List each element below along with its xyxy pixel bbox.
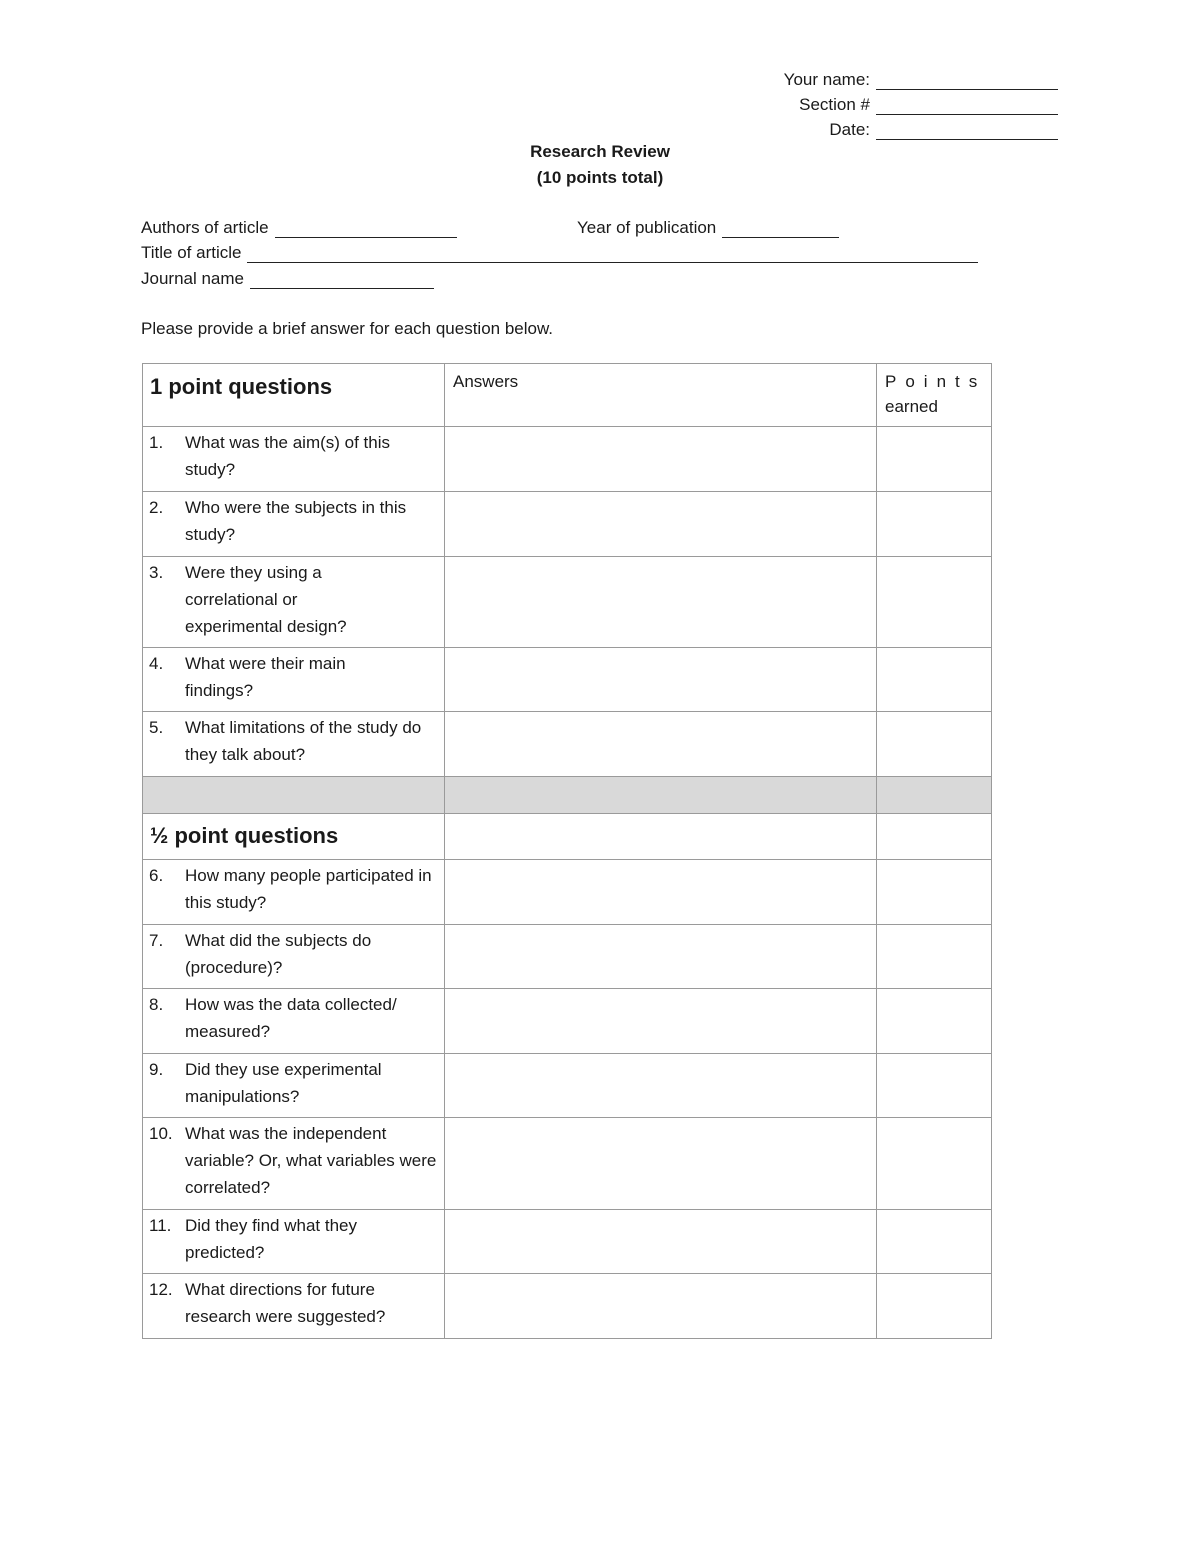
question-cell — [143, 1118, 445, 1210]
points-cell[interactable] — [877, 1210, 992, 1274]
authors-row — [141, 218, 457, 238]
points-cell[interactable] — [877, 860, 992, 925]
points-cell[interactable] — [877, 712, 992, 777]
article-title-row — [141, 243, 978, 263]
question-number: 6. — [149, 866, 164, 885]
your-name-field[interactable] — [876, 73, 1058, 90]
question-number: 4. — [149, 654, 164, 673]
year-field[interactable] — [722, 221, 839, 238]
table-row — [143, 1210, 992, 1274]
authors-label: Authors of article — [141, 218, 269, 237]
section-field[interactable] — [876, 98, 1058, 115]
table-row — [143, 1118, 992, 1210]
page-subtitle: (10 points total) — [536, 168, 664, 187]
answer-cell[interactable] — [445, 1118, 877, 1210]
journal-field[interactable] — [250, 272, 434, 289]
question-text: What was the independent variable? Or, what variables were correlated? — [185, 1124, 437, 1197]
answer-cell[interactable] — [445, 712, 877, 777]
points-heading-line2: earned — [885, 397, 938, 416]
answer-cell[interactable] — [445, 427, 877, 492]
journal-label: Journal name — [141, 269, 245, 288]
answer-cell[interactable] — [445, 557, 877, 648]
table-row — [143, 712, 992, 777]
journal-row — [141, 269, 434, 289]
answer-cell — [445, 814, 877, 860]
points-cell[interactable] — [877, 1118, 992, 1210]
year-row — [577, 218, 839, 238]
date-field[interactable] — [876, 123, 1058, 140]
table-header-row — [143, 364, 992, 427]
table-row — [143, 925, 992, 989]
points-cell[interactable] — [877, 989, 992, 1054]
points-cell — [877, 814, 992, 860]
separator-cell — [877, 777, 992, 814]
points-cell[interactable] — [877, 648, 992, 712]
question-number: 1. — [149, 433, 164, 452]
article-title-label: Title of article — [141, 243, 242, 262]
question-number: 10. — [149, 1124, 173, 1143]
question-cell — [143, 989, 445, 1054]
points-cell[interactable] — [877, 427, 992, 492]
question-cell — [143, 427, 445, 492]
question-number: 9. — [149, 1060, 164, 1079]
table-row — [143, 860, 992, 925]
question-number: 11. — [149, 1216, 172, 1235]
article-title-field[interactable] — [247, 246, 978, 263]
question-cell — [143, 557, 445, 648]
points-cell[interactable] — [877, 557, 992, 648]
answer-cell[interactable] — [445, 925, 877, 989]
question-cell — [143, 1210, 445, 1274]
date-label: Date: — [829, 120, 870, 139]
date-row — [720, 120, 1058, 140]
answer-cell[interactable] — [445, 989, 877, 1054]
points-cell[interactable] — [877, 1274, 992, 1339]
question-number: 3. — [149, 563, 164, 582]
question-text: How many people participated in this study? — [185, 866, 432, 912]
points-cell[interactable] — [877, 925, 992, 989]
question-number: 12. — [149, 1280, 173, 1299]
points-cell[interactable] — [877, 1054, 992, 1118]
points-heading-cell — [877, 364, 992, 427]
question-number: 5. — [149, 718, 164, 737]
question-text: Were they using a correlational or experimental design? — [185, 563, 347, 636]
question-cell — [143, 492, 445, 557]
page-title: Research Review — [530, 142, 670, 161]
question-cell — [143, 1054, 445, 1118]
table-row — [143, 427, 992, 492]
question-number: 7. — [149, 931, 164, 950]
your-name-label: Your name: — [783, 70, 870, 89]
question-text: What limitations of the study do they talk about? — [185, 718, 422, 764]
question-cell — [143, 712, 445, 777]
answer-cell[interactable] — [445, 648, 877, 712]
question-number: 2. — [149, 498, 164, 517]
authors-field[interactable] — [275, 221, 457, 238]
separator-row — [143, 777, 992, 814]
year-label: Year of publication — [577, 218, 717, 237]
question-cell — [143, 648, 445, 712]
one-point-heading: 1 point questions — [150, 374, 333, 399]
table-row — [143, 648, 992, 712]
answer-cell[interactable] — [445, 860, 877, 925]
question-text: Who were the subjects in this study? — [185, 498, 407, 544]
table-row — [143, 557, 992, 648]
table-row — [143, 989, 992, 1054]
table-row — [143, 492, 992, 557]
points-cell[interactable] — [877, 492, 992, 557]
question-text: How was the data collected/ measured? — [185, 995, 397, 1041]
half-point-heading: ½ point questions — [150, 823, 339, 848]
question-cell — [143, 1274, 445, 1339]
answers-heading: Answers — [453, 372, 519, 391]
answer-cell[interactable] — [445, 492, 877, 557]
half-point-heading-cell — [143, 814, 445, 860]
question-text: What were their main findings? — [185, 654, 346, 700]
table-row — [143, 1274, 992, 1339]
half-point-heading-row — [143, 814, 992, 860]
answer-cell[interactable] — [445, 1274, 877, 1339]
answer-cell[interactable] — [445, 1054, 877, 1118]
instructions: Please provide a brief answer for each question below. — [141, 319, 554, 338]
section-row — [720, 95, 1058, 115]
question-text: Did they use experimental manipulations? — [185, 1060, 382, 1106]
points-heading-line1: Points — [885, 372, 987, 391]
points-heading — [877, 364, 991, 419]
question-text: Did they find what they predicted? — [185, 1216, 357, 1262]
question-number: 8. — [149, 995, 164, 1014]
question-text: What directions for future research were suggested? — [185, 1280, 386, 1326]
separator-cell — [445, 777, 877, 814]
questions-table — [142, 363, 992, 1339]
separator-cell — [143, 777, 445, 814]
your-name-row — [720, 70, 1058, 90]
answers-heading-cell — [445, 364, 877, 427]
answer-cell[interactable] — [445, 1210, 877, 1274]
section-label: Section # — [799, 95, 870, 114]
question-text: What was the aim(s) of this study? — [185, 433, 391, 479]
one-point-heading-cell — [143, 364, 445, 427]
question-cell — [143, 860, 445, 925]
question-cell — [143, 925, 445, 989]
question-text: What did the subjects do (procedure)? — [185, 931, 372, 977]
table-row — [143, 1054, 992, 1118]
